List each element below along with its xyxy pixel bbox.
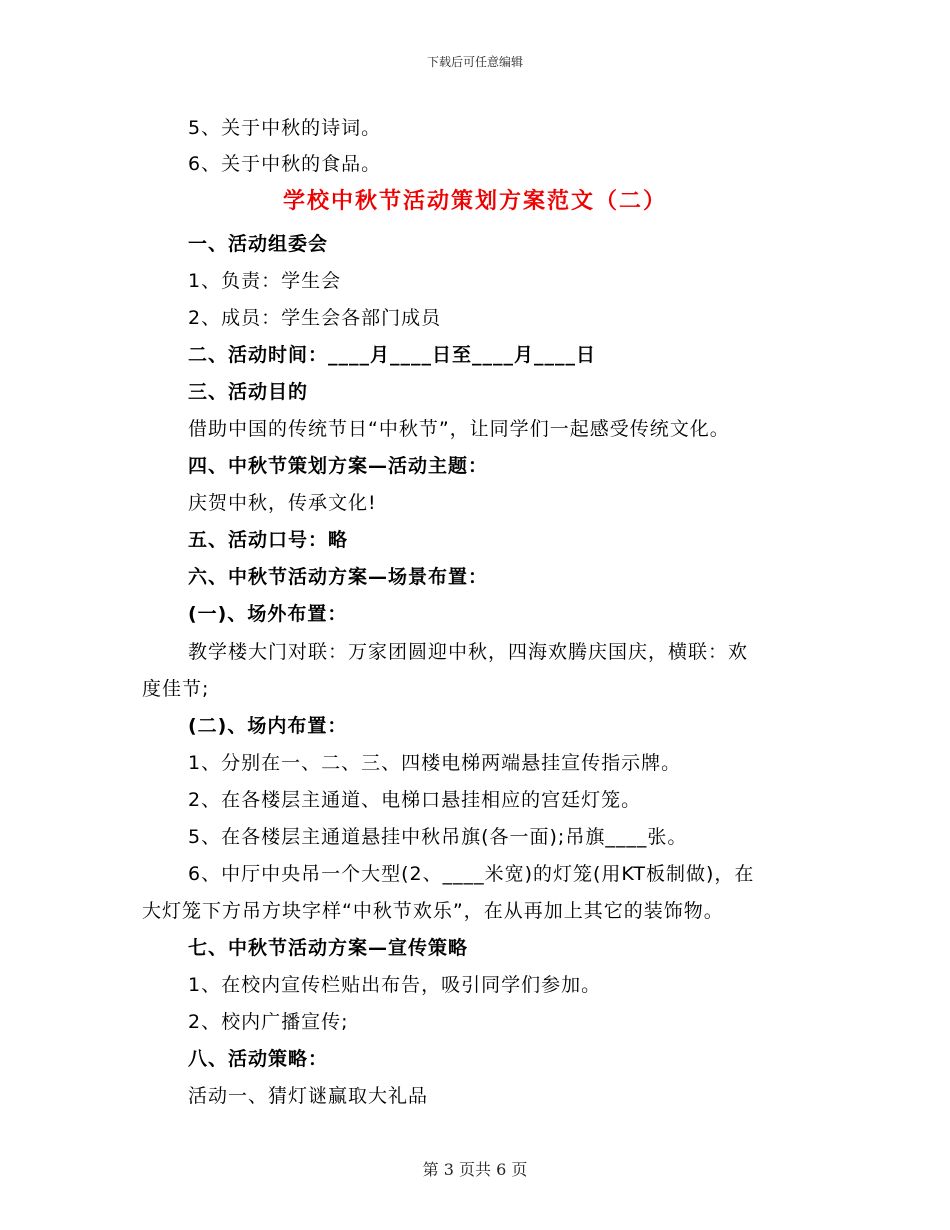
list-item: 1、在校内宣传栏贴出布告，吸引同学们参加。 [188, 974, 602, 996]
section-heading: 四、中秋节策划方案—活动主题： [188, 455, 489, 477]
section-heading: 七、中秋节活动方案—宣传策略 [188, 937, 469, 959]
list-item: 2、成员：学生会各部门成员 [188, 307, 442, 329]
page-header: 下载后可任意编辑 [426, 55, 523, 69]
paragraph: 教学楼大门对联：万家团圆迎中秋，四海欢腾庆国庆，横联：欢 [188, 641, 749, 663]
list-item: 2、在各楼层主通道、电梯口悬挂相应的宫廷灯笼。 [188, 789, 642, 811]
paragraph-continuation: 度佳节; [142, 678, 210, 700]
paragraph: 活动一、猜灯谜赢取大礼品 [188, 1085, 429, 1107]
section-heading: 一、活动组委会 [188, 233, 329, 255]
section-title: 学校中秋节活动策划方案范文（二） [282, 189, 667, 214]
paragraph: 借助中国的传统节日“中秋节”，让同学们一起感受传统文化。 [188, 418, 730, 440]
list-item: 5、在各楼层主通道悬挂中秋吊旗(各一面);吊旗____张。 [188, 826, 688, 848]
sub-heading: (一)、场外布置： [188, 603, 348, 625]
paragraph: 庆贺中秋，传承文化! [188, 492, 377, 514]
list-item: 1、分别在一、二、三、四楼电梯两端悬挂宣传指示牌。 [188, 752, 682, 774]
list-item: 5、关于中秋的诗词。 [188, 117, 382, 139]
sub-heading: (二)、场内布置： [188, 715, 348, 737]
list-item: 6、中厅中央吊一个大型(2、____米宽)的灯笼(用KT板制做)，在 [188, 863, 755, 885]
list-item: 1、负责：学生会 [188, 270, 342, 292]
list-item: 2、校内广播宣传; [188, 1011, 349, 1033]
list-item: 6、关于中秋的食品。 [188, 153, 382, 175]
paragraph-continuation: 大灯笼下方吊方块字样“中秋节欢乐”，在从再加上其它的装饰物。 [142, 900, 724, 922]
section-heading: 五、活动口号：略 [188, 529, 349, 551]
section-heading: 三、活动目的 [188, 381, 309, 403]
section-heading: 六、中秋节活动方案—场景布置： [188, 566, 489, 588]
section-heading: 二、活动时间：____月____日至____月____日 [188, 344, 597, 366]
section-heading: 八、活动策略： [188, 1048, 329, 1070]
page-footer: 第 3 页共 6 页 [422, 1160, 528, 1179]
